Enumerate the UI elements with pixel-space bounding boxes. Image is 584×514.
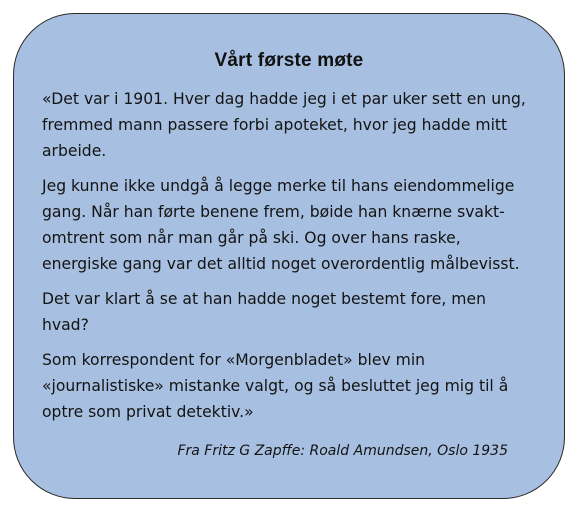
text-line: Som korrespondent for «Morgenbladet» blev min xyxy=(42,351,426,369)
paragraph-1 xyxy=(42,86,542,164)
text-line: «Det var i 1901. Hver dag hadde jeg i et par uker sett en ung, xyxy=(42,90,526,108)
text-line: Det var klart å se at han hadde noget bestemt fore, men xyxy=(42,290,486,308)
text-line: hvad? xyxy=(42,316,89,334)
paragraph-4 xyxy=(42,347,542,425)
source-citation: Fra Fritz G Zapffe: Roald Amundsen, Oslo 1935 xyxy=(177,443,508,459)
text-line: energiske gang var det alltid noget overordentlig målbevisst. xyxy=(42,255,520,273)
text-line: omtrent som når man går på ski. Og over hans raske, xyxy=(42,229,461,247)
text-line: «journalistiske» mistanke valgt, og så besluttet jeg mig til å xyxy=(42,377,509,395)
quote-body xyxy=(42,86,542,425)
text-line: optre som privat detektiv.» xyxy=(42,403,254,421)
text-line: Jeg kunne ikke undgå å legge merke til hans eiendommelige xyxy=(42,177,515,195)
paragraph-3 xyxy=(42,286,542,338)
paragraph-2 xyxy=(42,173,542,277)
box-title: Vårt første møte xyxy=(214,50,364,71)
text-line: gang. Når han førte benene frem, bøide han knærne svakt- xyxy=(42,203,505,221)
text-line: fremmed mann passere forbi apoteket, hvor jeg hadde mitt xyxy=(42,116,508,134)
text-line: arbeide. xyxy=(42,142,107,160)
quote-box xyxy=(13,13,565,499)
